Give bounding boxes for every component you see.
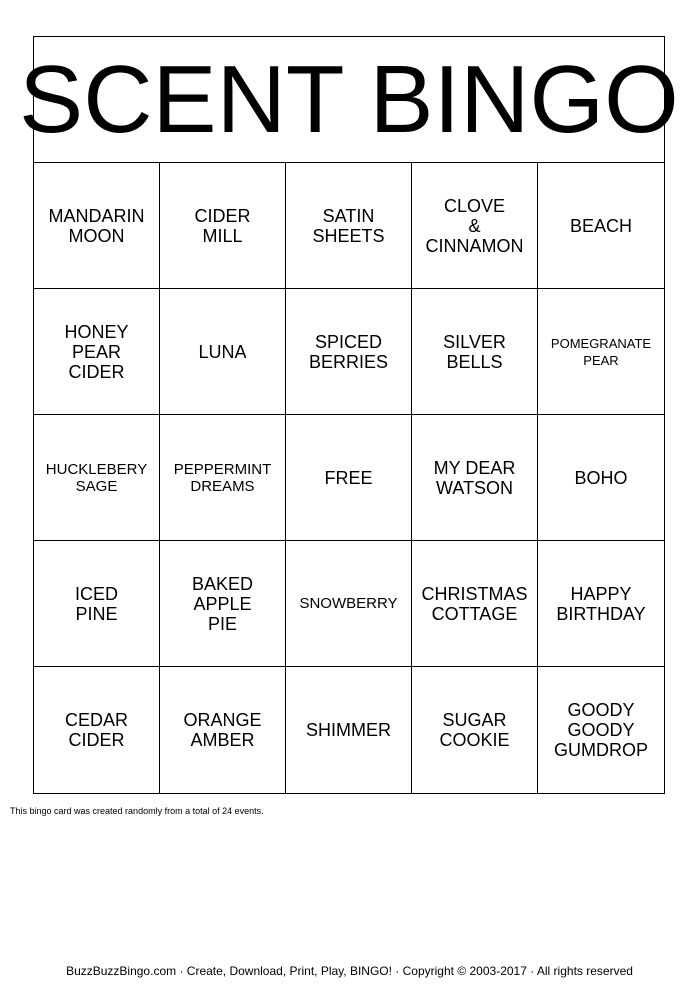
bingo-cell <box>538 415 664 541</box>
cell-text: CIDER MILL <box>194 205 251 246</box>
bingo-cell <box>286 289 412 415</box>
cell-text: HUCKLEBERY SAGE <box>45 460 148 495</box>
bingo-cell <box>412 289 538 415</box>
cell-text: SNOWBERRY <box>299 595 398 612</box>
bingo-cell <box>538 163 664 289</box>
bingo-cell <box>160 541 286 667</box>
card-note: This bingo card was created randomly from a total of 24 events. <box>10 806 264 816</box>
bingo-cell <box>538 541 664 667</box>
bingo-cell <box>412 667 538 793</box>
bingo-card <box>19 36 679 794</box>
cell-text: CLOVE & CINNAMON <box>425 195 524 256</box>
bingo-cell <box>160 163 286 289</box>
cell-text: MY DEAR WATSON <box>433 457 516 498</box>
cell-text: PEPPERMINT DREAMS <box>173 460 272 495</box>
cell-text: SATIN SHEETS <box>312 205 385 246</box>
cell-text: SILVER BELLS <box>443 331 506 372</box>
cell-text: HONEY PEAR CIDER <box>64 321 129 382</box>
bingo-cell-free <box>286 415 412 541</box>
cell-text: FREE <box>324 467 373 488</box>
bingo-cell <box>286 541 412 667</box>
bingo-cell <box>34 667 160 793</box>
cell-text: ICED PINE <box>74 583 118 624</box>
page-footer: BuzzBuzzBingo.com · Create, Download, Print, Play, BINGO! · Copyright © 2003-2017 · All rights reserved <box>66 964 633 978</box>
bingo-cell <box>160 289 286 415</box>
bingo-cell <box>34 541 160 667</box>
bingo-cell <box>34 289 160 415</box>
bingo-cell <box>538 289 664 415</box>
cell-text: MANDARIN MOON <box>48 205 145 246</box>
cell-text: SUGAR COOKIE <box>439 710 510 750</box>
cell-text: HAPPY BIRTHDAY <box>556 583 646 624</box>
cell-text: ORANGE AMBER <box>183 710 262 750</box>
cell-text: SPICED BERRIES <box>308 331 389 372</box>
cell-text: BOHO <box>574 467 628 488</box>
bingo-cell <box>412 163 538 289</box>
cell-text: BEACH <box>569 215 632 236</box>
bingo-cell <box>538 667 664 793</box>
cell-text: SHIMMER <box>306 720 391 740</box>
bingo-cell <box>286 667 412 793</box>
cell-text: LUNA <box>198 341 247 362</box>
cell-text: POMEGRANATE PEAR <box>550 335 652 368</box>
bingo-cell <box>412 415 538 541</box>
bingo-grid <box>34 163 664 793</box>
bingo-cell <box>160 667 286 793</box>
bingo-cell <box>34 163 160 289</box>
cell-text: CHRISTMAS COTTAGE <box>421 583 528 624</box>
bingo-cell <box>412 541 538 667</box>
bingo-cell <box>34 415 160 541</box>
cell-text: CEDAR CIDER <box>64 710 128 750</box>
cell-text: GOODY GOODY GUMDROP <box>554 700 648 760</box>
cell-text: BAKED APPLE PIE <box>191 573 254 634</box>
bingo-cell <box>286 163 412 289</box>
title-row <box>19 37 679 163</box>
card-title: SCENT BINGO <box>19 45 679 153</box>
bingo-cell <box>160 415 286 541</box>
